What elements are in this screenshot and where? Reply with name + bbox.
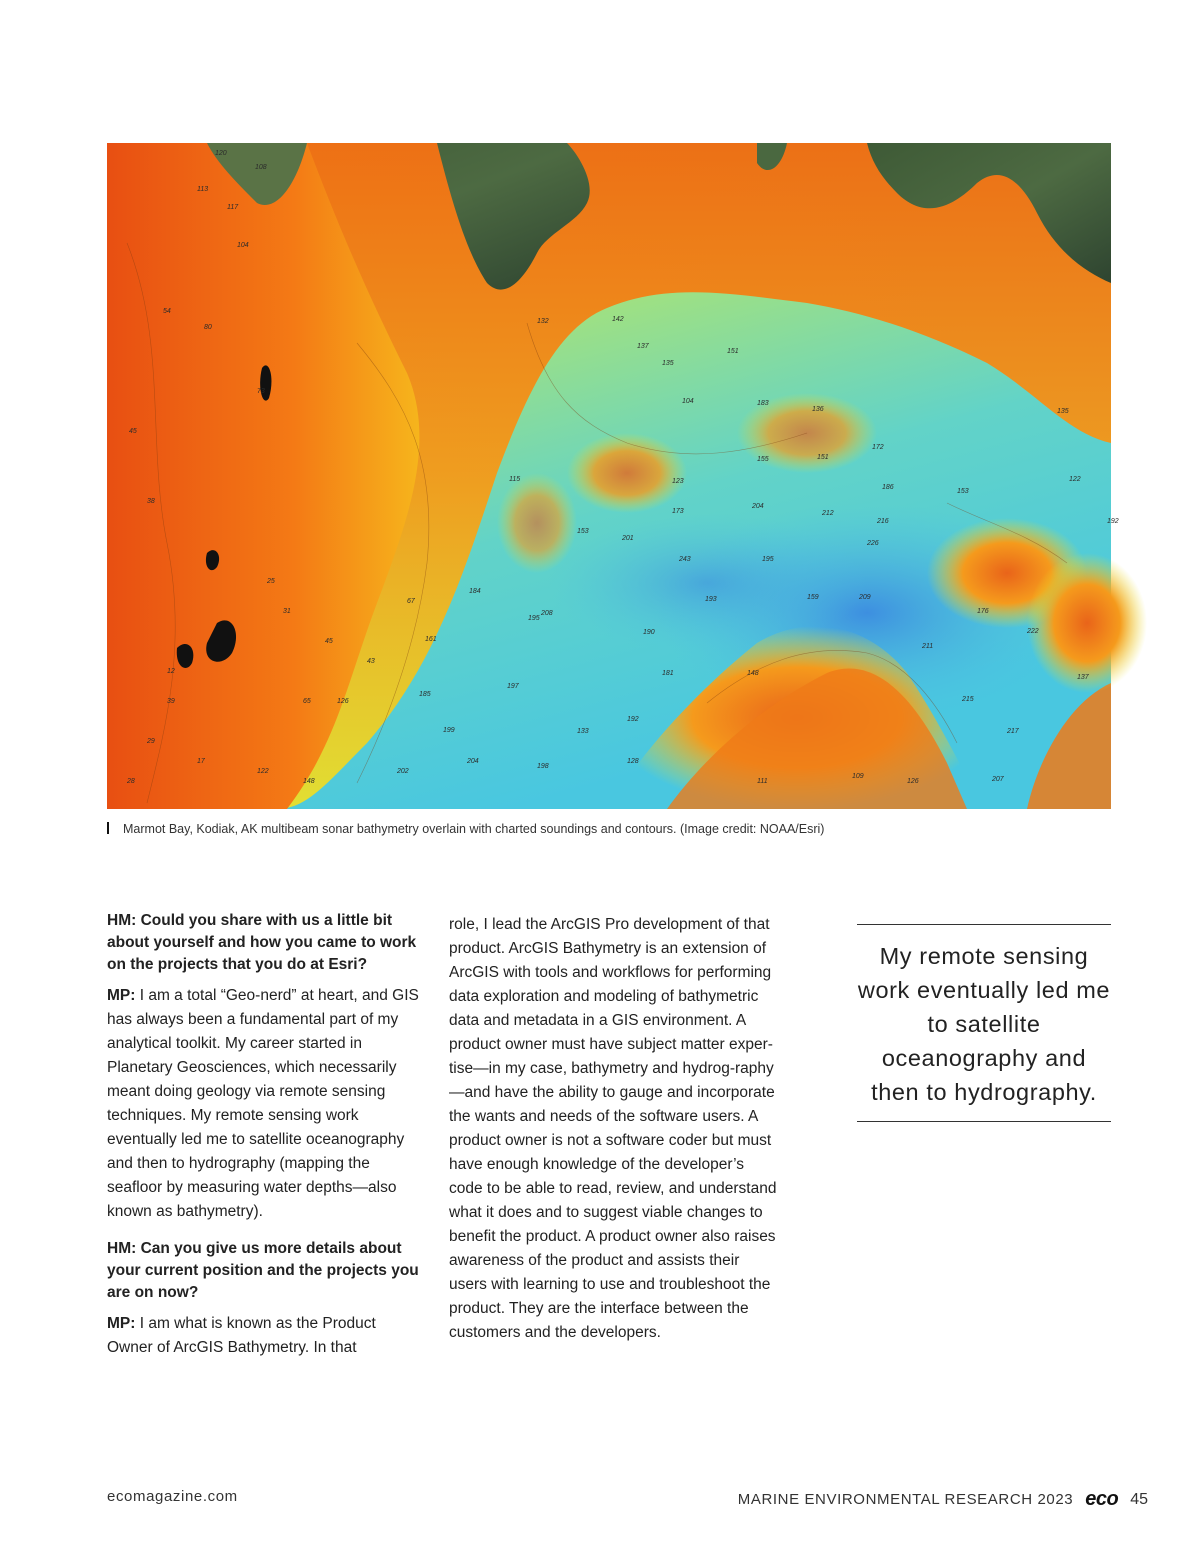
answer-2-text: I am what is known as the Product Owner of ArcGIS Bathymetry. In that (107, 1315, 376, 1356)
svg-text:204: 204 (467, 758, 479, 765)
svg-text:115: 115 (509, 476, 521, 483)
svg-text:136: 136 (812, 406, 824, 413)
svg-text:209: 209 (859, 594, 871, 601)
svg-text:173: 173 (672, 508, 684, 515)
svg-text:113: 113 (197, 186, 209, 193)
svg-text:195: 195 (762, 556, 774, 563)
svg-text:111: 111 (757, 778, 768, 785)
svg-text:117: 117 (227, 204, 239, 211)
svg-text:104: 104 (682, 398, 694, 405)
svg-text:181: 181 (662, 670, 674, 677)
svg-text:133: 133 (577, 728, 589, 735)
svg-text:176: 176 (977, 608, 989, 615)
svg-text:45: 45 (325, 638, 333, 645)
svg-text:142: 142 (612, 316, 624, 323)
svg-text:172: 172 (872, 444, 884, 451)
svg-text:184: 184 (469, 588, 481, 595)
svg-text:195: 195 (528, 615, 540, 622)
svg-text:202: 202 (397, 768, 409, 775)
svg-text:109: 109 (852, 773, 864, 780)
svg-text:198: 198 (537, 763, 549, 770)
svg-text:153: 153 (957, 488, 969, 495)
answer-1 (107, 984, 425, 1224)
svg-text:148: 148 (747, 670, 759, 677)
page-number: 45 (1130, 1490, 1148, 1508)
svg-text:137: 137 (637, 343, 649, 350)
svg-text:45: 45 (129, 428, 137, 435)
svg-text:39: 39 (167, 698, 175, 705)
svg-text:122: 122 (1069, 476, 1081, 483)
svg-text:43: 43 (367, 658, 375, 665)
svg-text:120: 120 (215, 150, 227, 157)
svg-text:80: 80 (204, 324, 212, 331)
svg-text:135: 135 (1057, 408, 1069, 415)
answer-1-speaker: MP: (107, 987, 136, 1004)
svg-text:73: 73 (257, 388, 265, 395)
svg-text:204: 204 (752, 503, 764, 510)
svg-text:192: 192 (1107, 518, 1119, 525)
eco-logo: eco (1085, 1488, 1119, 1510)
caption-marker (107, 822, 109, 834)
svg-text:185: 185 (419, 691, 431, 698)
svg-text:151: 151 (817, 454, 829, 461)
svg-text:159: 159 (807, 594, 819, 601)
figure-caption (107, 822, 1111, 836)
svg-text:29: 29 (147, 738, 155, 745)
svg-text:135: 135 (662, 360, 674, 367)
svg-text:212: 212 (822, 510, 834, 517)
svg-text:108: 108 (255, 164, 267, 171)
svg-text:215: 215 (962, 696, 974, 703)
svg-text:148: 148 (303, 778, 315, 785)
svg-text:216: 216 (877, 518, 889, 525)
svg-text:67: 67 (407, 598, 415, 605)
svg-text:243: 243 (679, 556, 691, 563)
answer-1-text: I am a total “Geo-nerd” at heart, and GIS has always been a fundamental part of my analytical toolkit. My career started in Planetary Geosciences, which necessarily meant doing geology via remote sensing techniques. My remote sensing work eventually led me to satellite oceanography and then to hydrography (mapping the seafloor by measuring water depths—also known as bathymetry). (107, 987, 419, 1220)
svg-text:31: 31 (283, 608, 291, 615)
svg-text:65: 65 (303, 698, 311, 705)
svg-text:208: 208 (541, 610, 553, 617)
svg-text:193: 193 (705, 596, 717, 603)
svg-text:137: 137 (1077, 674, 1089, 681)
svg-text:104: 104 (237, 242, 249, 249)
svg-text:226: 226 (867, 540, 879, 547)
question-2: HM: Can you give us more details about your current position and the projects you are on now? (107, 1240, 419, 1301)
svg-text:54: 54 (163, 308, 171, 315)
svg-text:132: 132 (537, 318, 549, 325)
svg-text:126: 126 (907, 778, 919, 785)
svg-text:199: 199 (443, 727, 455, 734)
footer-section: MARINE ENVIRONMENTAL RESEARCH 2023 (737, 1491, 1074, 1508)
svg-text:126: 126 (337, 698, 349, 705)
question-1: HM: Could you share with us a little bit about yourself and how you came to work on the projects that you do at Esri? (107, 912, 417, 973)
svg-text:192: 192 (627, 716, 639, 723)
svg-text:183: 183 (757, 400, 769, 407)
svg-text:151: 151 (727, 348, 739, 355)
svg-text:217: 217 (1007, 728, 1019, 735)
svg-text:207: 207 (992, 776, 1004, 783)
svg-text:28: 28 (127, 778, 135, 785)
svg-text:211: 211 (922, 643, 934, 650)
svg-text:197: 197 (507, 683, 519, 690)
caption-text: Marmot Bay, Kodiak, AK multibeam sonar bathymetry overlain with charted soundings and contours. (Image credit: NOAA/Esri) (123, 822, 825, 836)
svg-text:17: 17 (197, 758, 205, 765)
footer-site: ecomagazine.com (107, 1488, 238, 1505)
article-column-1 (107, 910, 425, 1374)
bathymetry-map-image (107, 143, 1119, 809)
svg-text:38: 38 (147, 498, 155, 505)
svg-text:155: 155 (757, 456, 769, 463)
svg-text:222: 222 (1027, 628, 1039, 635)
svg-text:12: 12 (167, 668, 175, 675)
pull-quote: My remote sensing work eventually led me to satellite oceanography and then to hydrography. (857, 924, 1111, 1122)
svg-text:161: 161 (425, 636, 437, 643)
answer-2-continued: role, I lead the ArcGIS Pro development of that product. ArcGIS Bathymetry is an extension of ArcGIS with tools and workflows for performing data exploration and modeling of bathymetric data and metadata in a GIS environment. A product owner must have subject matter exper-tise—in my case, bathymetry and hydrog-raphy—and have the ability to gauge and incorporate the wants and needs of the software users. A product owner is not a software coder but must have enough knowledge of the developer’s code to be able to read, review, and understand what it does and to suggest viable changes to benefit the product. A product owner also raises awareness of the product and assists their users with learning to use and troubleshoot the product. They are the interface between the customers and the developers. (449, 916, 777, 1341)
svg-text:123: 123 (672, 478, 684, 485)
svg-text:186: 186 (882, 484, 894, 491)
svg-text:122: 122 (257, 768, 269, 775)
answer-2-speaker: MP: (107, 1315, 136, 1332)
svg-text:201: 201 (622, 535, 634, 542)
answer-2 (107, 1312, 425, 1360)
article-column-2 (449, 913, 779, 1345)
svg-text:25: 25 (267, 578, 275, 585)
svg-text:153: 153 (577, 528, 589, 535)
svg-text:128: 128 (627, 758, 639, 765)
svg-text:190: 190 (643, 629, 655, 636)
footer-right (738, 1488, 1148, 1511)
